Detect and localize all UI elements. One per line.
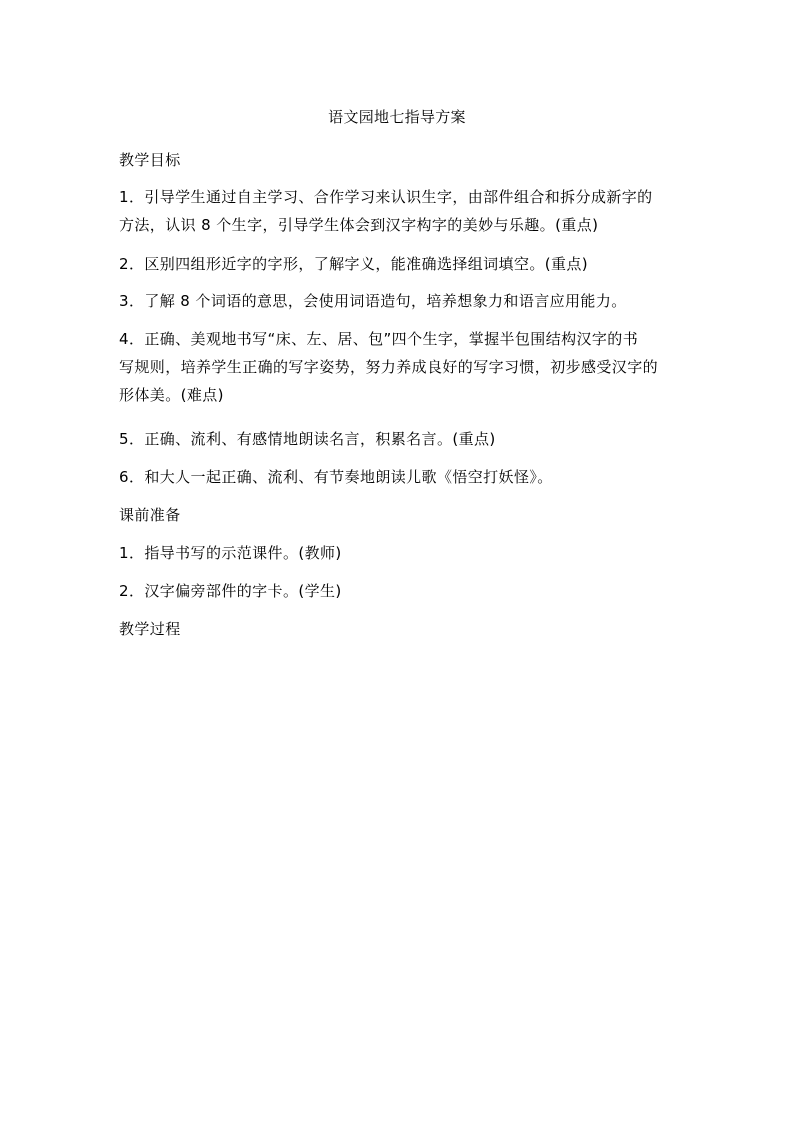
goal-item-5 (119, 425, 679, 453)
paragraph-line: 形体美。(难点) (119, 386, 224, 404)
paragraph-line: 写规则，培养学生正确的写字姿势，努力养成良好的写字习惯，初步感受汉字的 (119, 358, 659, 376)
paragraph-line: 1．引导学生通过自主学习、合作学习来认识生字，由部件组合和拆分成新字的 (119, 188, 653, 206)
goal-item-6 (119, 463, 679, 491)
paragraph-line: 6．和大人一起正确、流利、有节奏地朗读儿歌《悟空打妖怪》。 (119, 468, 553, 486)
goals-heading (119, 146, 679, 174)
prep-heading (119, 501, 679, 529)
process-heading (119, 615, 679, 643)
goal-item-2 (119, 250, 679, 278)
goal-item-3 (119, 287, 679, 315)
section-heading: 教学过程 (119, 620, 181, 638)
document-title: 语文园地七指导方案 (328, 108, 466, 126)
paragraph-line: 5．正确、流利、有感情地朗读名言，积累名言。(重点) (119, 430, 496, 448)
goal-item-1 (119, 183, 679, 239)
paragraph-line: 2．区别四组形近字的字形，了解字义，能准确选择组词填空。(重点) (119, 255, 589, 273)
section-heading: 课前准备 (119, 506, 181, 524)
prep-item-1 (119, 539, 679, 567)
section-heading: 教学目标 (119, 151, 181, 169)
prep-item-2 (119, 577, 679, 605)
goal-item-4 (119, 325, 679, 409)
paragraph-line: 3．了解 8 个词语的意思，会使用词语造句，培养想象力和语言应用能力。 (119, 292, 627, 310)
paragraph-line: 2．汉字偏旁部件的字卡。(学生) (119, 582, 342, 600)
paragraph-line: 1．指导书写的示范课件。(教师) (119, 544, 342, 562)
paragraph-line: 4．正确、美观地书写“床、左、居、包”四个生字，掌握半包围结构汉字的书 (119, 330, 639, 348)
paragraph-line: 方法，认识 8 个生字，引导学生体会到汉字构字的美妙与乐趣。(重点) (119, 216, 599, 234)
